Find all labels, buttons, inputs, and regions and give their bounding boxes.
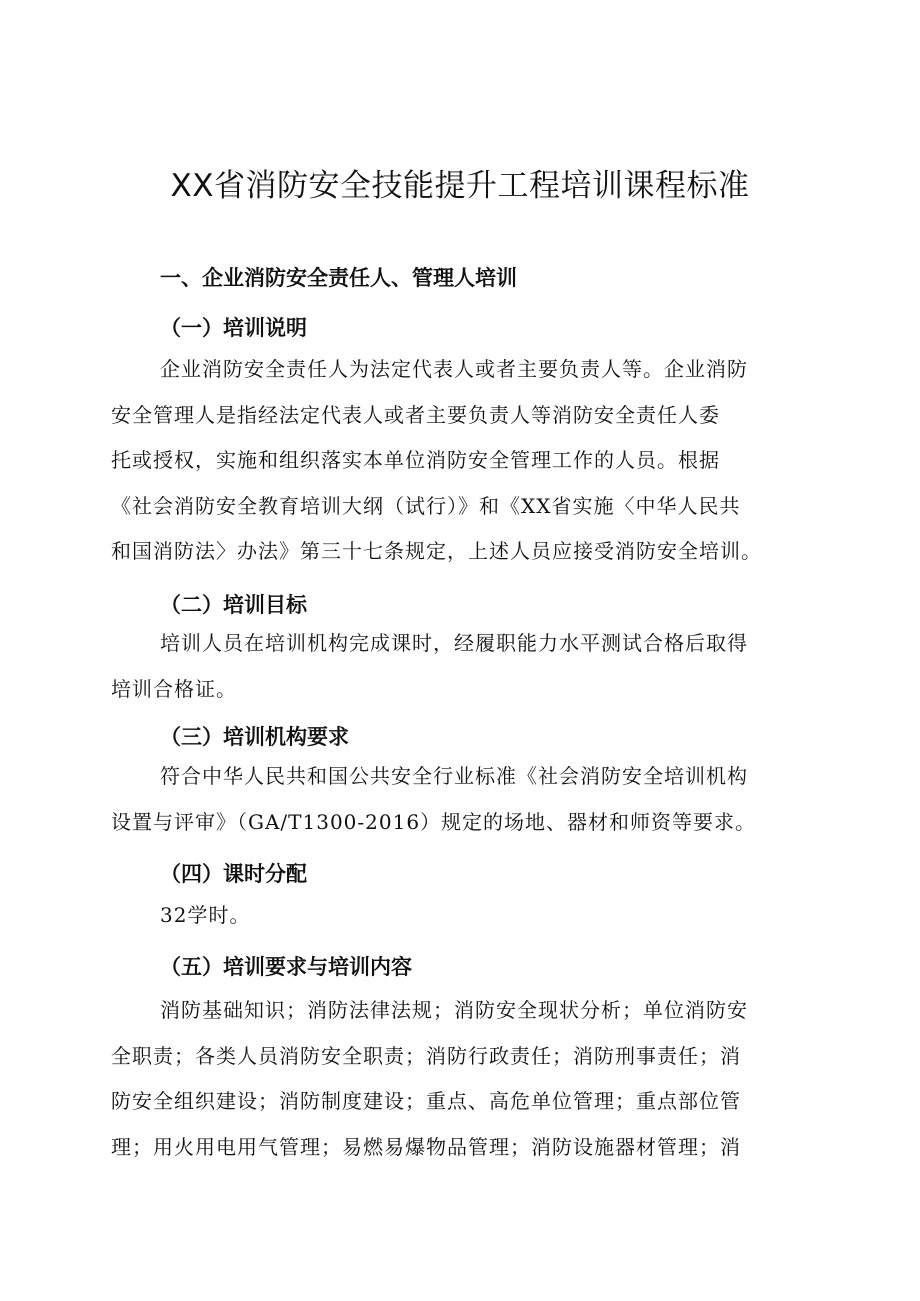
- paragraph-line: 消防基础知识；消防法律法规；消防安全现状分析；单位消防安: [160, 998, 748, 1022]
- paragraph-line: 32学时。: [160, 903, 251, 927]
- paragraph-line: 设置与评审》（GA/T1300-2016）规定的场地、器材和师资等要求。: [111, 809, 757, 834]
- paragraph-line: 防安全组织建设；消防制度建设；重点、高危单位管理；重点部位管: [111, 1089, 741, 1113]
- paragraph-line: 托或授权，实施和组织落实本单位消防安全管理工作的人员。根据: [111, 448, 720, 472]
- paragraph-class-hours: [111, 893, 811, 939]
- paragraph-line: 企业消防安全责任人为法定代表人或者主要负责人等。企业消防: [160, 357, 748, 381]
- paragraph-training-description: [111, 347, 811, 575]
- section-heading-1: 一、企业消防安全责任人、管理人培训: [160, 266, 517, 290]
- paragraph-training-goal: [111, 621, 811, 712]
- subsection-heading-training-description: （一）培训说明: [160, 316, 307, 340]
- paragraph-institution-requirements: [111, 754, 811, 845]
- paragraph-line: 全职责；各类人员消防安全职责；消防行政责任；消防刑事责任；消: [111, 1043, 741, 1068]
- paragraph-line: 培训合格证。: [111, 676, 237, 701]
- subsection-heading-training-goal: （二）培训目标: [160, 593, 307, 617]
- subsection-heading-training-content: （五）培训要求与培训内容: [160, 955, 412, 979]
- paragraph-line: 培训人员在培训机构完成课时，经履职能力水平测试合格后取得: [160, 631, 748, 655]
- paragraph-line: 理；用火用电用气管理；易燃易爆物品管理；消防设施器材管理；消: [111, 1134, 741, 1159]
- paragraph-line: 《社会消防安全教育培训大纲（试行）》和《XX省实施〈中华人民共: [111, 493, 741, 518]
- document-title: XX省消防安全技能提升工程培训课程标准: [170, 168, 750, 204]
- subsection-heading-institution-requirements: （三）培训机构要求: [160, 725, 349, 749]
- paragraph-line: 和国消防法〉办法》第三十七条规定，上述人员应接受消防安全培训。: [111, 539, 762, 563]
- paragraph-line: 安全管理人是指经法定代表人或者主要负责人等消防安全责任人委: [111, 402, 720, 427]
- subsection-heading-class-hours: （四）课时分配: [160, 862, 307, 886]
- paragraph-training-content: [111, 988, 811, 1170]
- paragraph-line: 符合中华人民共和国公共安全行业标准《社会消防安全培训机构: [160, 764, 748, 788]
